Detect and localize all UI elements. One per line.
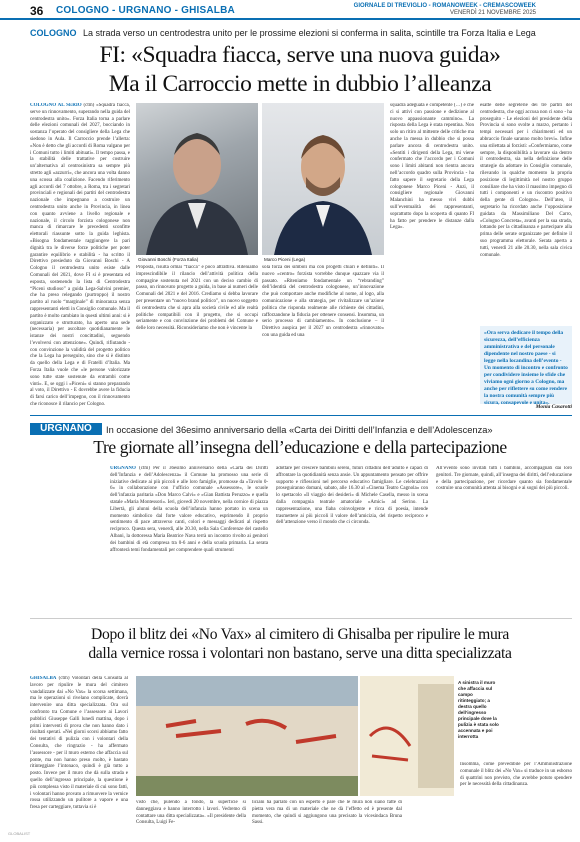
footer-credit: GLOBALIST (8, 831, 31, 836)
cemetery-gate-icon (360, 676, 454, 796)
article1-column-3: sola forza dei simboli ma con progetti chiari e definiti». Il nuovo «centro» forzista vorrebbe dunque spazzare via il passato. «Riteniamo fondamentale un “rebranding” dell’identità del centrodestra cologonese, un’innovazione che può comportare anche modifiche al nome, al logo, alla comunicazione e alla strategia, per rivitalizzare un’azione politica che risponda realmente alle richieste dei cittadini, rafforzandone la fiducia per ottenere consensi. Insomma, un serio processo di cambiamento». In conclusione – il Direttivo auspica per il 2027 un centrodestra «rinnovato» con una guida ed una (262, 265, 384, 338)
article1-column-4: squadra adeguata e competente (…) e che ci si attivi con passione e dedizione al nuovo appassionante cammino». La risposta della Lega è stata repentina. Non solo un ritiro al mittente delle critiche ma anche la messa in dubbio che si possa parlare ancora di centrodestra unito. «Sentiti i dirigenti della Lega, mi viene confermato che l’accordo per i Comuni sono i limiti abitanti non rientra ancora nell’accordo quadro sulla Provincia - ha fatto sapere il segretario della Lega cologonese Marco Piceni - Anzi, il consigliere regionale Giovanni Malanchini ha messo vivi dubbi sull’eventualità dei rappresentanti, soprattutto dopo la scoperta di quanto FI ha fatto per prendere le distanze dalla Lega». (390, 103, 474, 231)
piceni-portrait-icon (262, 103, 384, 255)
article1-kicker-text: La strada verso un centrodestra unito per le prossime elezioni si conferma in salita, scintille tra Forza Italia e Lega (83, 28, 536, 38)
article2-body-1: Per il 36esimo anniversario della «Carta dei Diritti dell’Infanzia e dell’Adolescenza» il Comune ha promosso una serie di iniziative dedicate ai più piccoli e alle loro famiglie, promosse da «Tavolo 0-6» in collaborazione con l’ufficio comunale «Assessore», le scuole dell’infanzia paritaria «Don Marco Calvi» e «Gian Battista Peruzzo» e quella statale «Maria Montessori». Ieri, giovedì 20 novembre, nella cornice di piazza Libertà, gli alunni della scuola dell’infanzia hanno portato in scena un momento simbolico dal forte valore educativo, esprimendo il proprio sentimento di pace attraverso canti, colori e messaggi dedicati al rispetto reciproco. Questa sera, venerdì, alle 20.30, nella Sala Conferenze del castello Albani, la dottoressa Maria Beatrice Nava terrà un incontro rivolto ai genitori dei bambini di età compresa tra 0-6 anni e della scuola primaria. La serata affronterà temi fondamentali per comprendere quali strumenti (110, 466, 268, 553)
article1-headline-2: Ma il Carroccio mette in dubbio l’alleanza (108, 71, 492, 97)
article1-body-1: «Squadra fiacca, serve un rinnovamento, superando nella guida del centrodestra unito». Forza Italia torna a parlare delle elezioni comunali del 2027, bocciando in sostanza l’operato del consigliere della Lega che siedono in Aula. Il Carroccio prende l’allerta: «Non è detto che gli accordi di Roma valgano per i Comuni tutto i limiti abituati». Il tempo passa, e la stabilità delle trattative per costruire un’alternativa al centrosinistra sa sempre più stretto agli «azzurri», che ancora una volta danno una scossa alla coalizione. Facendo riferimento agli accordi del 7 ottobre, a Roma, tra i segretari provinciali e regionali dei partiti del centrodestra nazionale che impegnano a costruire un centrodestra unito anche in Provincia, in linea con quanto avviene a livello regionale e nazionale, il circolo forzista cologonese non manca di rimarcare le precedenti sconfitte elettorali riassunte sotto la guida leghista. «Bisogna fondamentale raggiungere la pari dignità tra le diverse forze politiche per poter garantire equilibrio e stabilità - ha scritto il Direttivo presieduto da Giovanni Boschi - A Cologno il centrodestra unito esiste dalle Comunali del 2021, dove FI si è presentata ed esposta, sostenendo la lista di Centrodestra “Piceni studioso” a guida Lega-Salvini premier, che ha preso relegando (purtroppo) il nostro partito al ruolo “marginale” di minoranza senza rappresentanti eletti in Consiglio comunale. Ma il partito è molto cambiato in questi ultimi anni: si è organizzato e strutturato, ha aperto una sede (necessaria) per ascoltare quotidianamente le istanze dei nostri concittadini, seguendo l’evolversi con attenzione». (30, 103, 130, 346)
article2-dateline: URGNANO (110, 466, 136, 471)
article-divider-1 (30, 415, 572, 416)
article3-headline-1: Dopo il blitz dei «No Vax» al cimitero di Ghisalba per ripulire le mura (91, 626, 509, 643)
piceni-photo (262, 103, 384, 255)
page-header (0, 0, 580, 20)
article3-column-3: liciani ha parlato con un esperto e pare che le mura non siano fatte di pietra vera ma di un materiale che ne dà l’effetto ed è presente dal momento, che quindi si aggiungono una precisato la vicesindaca Bruna Sassi. (252, 800, 402, 826)
article1-town-tag: COLOGNO (30, 28, 77, 38)
article3-photo-caption: A sinistra il muro che affaccia sul campo ritinteggiato; a destra quello dell’ingresso principale dove la pulizia è stata solo accennata e poi interrotta (458, 680, 499, 739)
article1-column-1 (30, 103, 130, 408)
boschi-photo (136, 103, 258, 255)
article1-headline-1: FI: «Squadra fiacca, serve una nuova guida» (99, 42, 501, 68)
article3-byline: (ctm) (58, 676, 70, 681)
article1-highlight-box: «Ora serva dedicare il tempo della sicurezza, dell’efficienza amministrativa e del personale dipendente nel nostro paese - si legge nella locandina dell’evento - Un momento di incontro e confronto per condividere insieme le sfide che viviamo ogni giorno a Cologno, ma anche per riflettere su come rendere la nostra comunità sempre più sicura, consapevole e unita». (480, 326, 572, 404)
article3-headline-2: dalla vernice rossa i volontari non bastano, serve una ditta specializzata (88, 645, 512, 662)
article2-kicker: In occasione del 36esimo anniversario della «Carta dei Diritti dell’Infanzia e dell’Adolescenza» (106, 425, 493, 435)
article2-byline: (ctm) (139, 466, 150, 471)
page-number: 36 (30, 4, 44, 18)
article3-dateline: GHISALBA (30, 676, 57, 681)
article3-column-4: Insomma, come prevedibile per l’Amministrazione comunale il blitz dei «No Vax» si traduce in un esborso di quattrini non previsto, che avrebbe potuto spendere per le necessità della cittadinanza. (460, 762, 572, 788)
paper-masthead (354, 3, 536, 17)
article3-column-2: visto che, pulendo a fondo, la superficie si danneggiava e hanno interrotto i lavori. Vedremo di contattare una ditta specializzata». «Il presidente della Consulta, Luigi Fe- (136, 800, 246, 826)
ghisalba-wall-photo-left (136, 676, 358, 796)
article1-signature: Monia Casarotti (535, 404, 572, 410)
paper-name: GIORNALE DI TREVIGLIO - ROMANOWEEK - CREMASCOWEEK (353, 3, 536, 9)
boschi-portrait-icon (136, 103, 258, 255)
article1-kicker (30, 28, 560, 38)
paper-date: VENERDÌ 21 NOVEMBRE 2025 (449, 10, 536, 16)
article1-column-2: Proposta, risulta ormai “fiacca” e poco attrattiva. Riteniamo imprescindibile il rilancio dell’attività politica della compagine sostenuta nel 2021 con un deciso cambio di passo, un rinnovato progetto a guida, in base ai numeri delle Comunali del 2021 e del 2016. Crediamo si debba lavorare per presentare un “nuovo brand politico”, un nuovo soggetto di centrodestra che si apra alla società civile ed alle realtà politiche compatibili con il progetto, che si occupi seriamente e con convinzione dei problemi del Comune e delle loro necessità. Riconsideriamo che non è vincente la (136, 265, 258, 332)
article2-headline: Tre giornate all’insegna dell’educazione e della partecipazione (93, 437, 507, 457)
cemetery-wall-icon (136, 676, 358, 796)
article3-column-1 (30, 676, 128, 836)
article2-town-tag: URGNANO (30, 423, 102, 435)
article1-column-5: esatte delle segreterie dei tre partiti del centrodestra, che oggi accusa non ci sono - ha proseguito - Le elezioni del presidente della Provincia si sono svolte a marzo, pertanto i tempi necessari per i chiarimenti ed un abbraccio finale saranno molto brevi». Infine una stilettata ai forzisti: «Confermiamo, come sempre, la disponibilità a lavorare sia dentro il centrodestra, sia nella definizione delle strategie da adottare in Consiglio comunale, rilevando in qualche momento la propria posizione di legittimità nel nostro gruppo consiliare che ha visto il massimo impegno di tutti i componenti e un riscontro positivo della gente di Cologno». Dell’ateo, il segretario ha ricordato anche l’opposizione guidata da Massimiliano Del Carro, «Cologno Concreta», avanti per la sua strada, lottando per la cittadinanza e partecipare alla prima delle serate organizzate per definire il suo programma elettorale. Serata aperta a tutti, venerdì 21 alle 20.30, nella sala civica comunale. (480, 103, 572, 258)
article1-dateline: COLOGNO AL SERIO (30, 103, 82, 108)
boschi-photo-caption: Giovanni Boschi (Forza Italia) (138, 257, 199, 262)
article-divider-2 (30, 618, 572, 619)
section-title: COLOGNO - URGNANO - GHISALBA (56, 5, 235, 16)
article2-column-2: adottare per crescere bambini sereni, futuri cittadini dell’adulto e capaci di affrontare la quotidianità senza ansie. Un appuntamento pensato per offrire supporto e riflessioni nel percorso educativo famigliare. Le celebrazioni proseguiranno domani, sabato, alle 16.30 al «Cinema Teatro Cagnola» con lo spettacolo «Il viaggio dei desideri» di Michele Casella, messo in scena dalla compagnia teatrale amatoriale «Amici» ad Serino. La rappresentazione, una fiaba coinvolgente e ricca di poesia, intende trasmettere ai più piccoli il valore dell’amicizia, del rispetto reciproco e dell’attenzione verso il mondo che ci circonda. (276, 466, 428, 526)
article3-body-1: Volontari della Consulta al lavoro per ripulire le mura del cimitero vandalizzate dai «No Vax» la scorsa settimana, ma le operazioni si rivelano complicate, dovrà intervenire una ditta specializzata. Ora sul confronto tra Comune e l’assessore ai Lavori pubblici Giuseppe Galli lunedì mattina, dopo i primi interventi di prova che non hanno dato i risultati sperati. «Nei giorni scorsi abbiamo fatto dei tentativi di pulizia con i volontari della Consulta, che ringrazio - ha affermato l’assessore - per il muro esterno che affaccia sul ponte, ma non hanno preso molto, è bastato ritinteggiare l’intonaco, quindi è già tutto a posto. Invece per il muro che dà sulla strada e quello dell’ingresso principale, la questione è più complessa visto il materiale di cui sono fatti, i volontari hanno provato a rimuovere la vernice rossa utilizzando un pulitore a vapore e una fresa per carteggiare, tuttavia si è (30, 676, 128, 811)
article1-body-1b: Quindi, rifiutando - con convinzione la validità del progetto politico che la Lega ha perseguito, sino che si è distinto da quello della Lega e di Fratelli d’Italia. Ma Forza Italia vuole che «le persone valorizzate sono tutte state sostenute da entrambi come vinti». E, se oggi i «Piceni» si stanno preparando al voto, il Direttivo - E dovrebbe avere la fiducia di farsi carico dell’impegno, con il rinnovamento che riconosce il rilancio per Cologno. (30, 340, 130, 408)
article1-byline: (ctm) (83, 103, 95, 108)
ghisalba-wall-photo-right (360, 676, 454, 796)
article2-column-3: All’evento sono invitati tutti i bambini, accompagnati dai loro genitori. Tre giornate, quindi, all’insegna dei diritti, dell’educazione e della partecipazione, per ricordare quanto sia fondamentale costruire una comunità attenta ai bisogni e ai sogni dei più piccoli. (436, 466, 572, 492)
piceni-photo-caption: Marco Piceni (Lega) (264, 257, 306, 262)
article2-column-1 (110, 466, 268, 612)
